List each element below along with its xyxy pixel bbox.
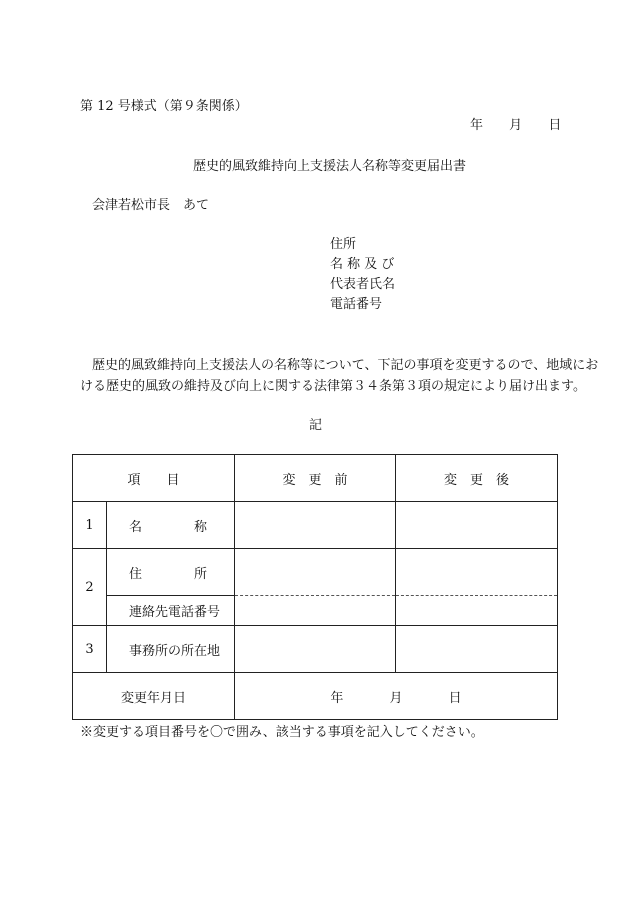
after-cell[interactable] (396, 502, 558, 549)
row-item-label: 事務所の所在地 (129, 643, 221, 659)
row-item (107, 502, 235, 549)
body-text-line2: ける歴史的風致の維持及び向上に関する法律第３４条第３項の規定により届け出ます。 (80, 379, 586, 394)
change-date-month: 月 (389, 690, 403, 706)
row-number: 1 (73, 502, 107, 549)
date-day: 日 (548, 118, 562, 133)
applicant-rep-label: 代表者氏名 (330, 277, 396, 292)
table-row (73, 502, 558, 549)
header-after: 変 更 後 (396, 455, 558, 502)
row-item-label: 連絡先電話番号 (129, 605, 221, 620)
after-cell[interactable] (396, 626, 558, 673)
table-row (73, 596, 558, 626)
before-cell[interactable] (235, 596, 396, 626)
after-cell[interactable] (396, 596, 558, 626)
applicant-address-label: 住所 (330, 237, 357, 252)
addressee: 会津若松市長 あて (92, 198, 210, 213)
table-row (73, 626, 558, 673)
document-title: 歴史的風致維持向上支援法人名称等変更届出書 (193, 159, 467, 174)
date-year: 年 (470, 118, 484, 133)
row-item (107, 626, 235, 673)
row-item-label: 住 所 (129, 566, 208, 582)
before-cell[interactable] (235, 549, 396, 596)
form-number: 第 12 号様式（第９条関係） (80, 99, 248, 114)
header-item: 項 目 (73, 455, 235, 502)
body-text-line1: 歴史的風致維持向上支援法人の名称等について、下記の事項を変更するので、地域にお (92, 358, 599, 373)
row-number: 3 (73, 626, 107, 673)
applicant-phone-label: 電話番号 (330, 297, 383, 312)
date-month: 月 (509, 118, 523, 133)
change-date-label: 変更年月日 (73, 673, 235, 720)
change-date-year: 年 (330, 690, 344, 706)
header-before: 変 更 前 (235, 455, 396, 502)
ki-heading: 記 (309, 418, 323, 433)
change-date-value[interactable] (235, 673, 558, 720)
applicant-name-label: 名 称 及 び (330, 257, 395, 272)
before-cell[interactable] (235, 502, 396, 549)
table-row (73, 549, 558, 596)
row-item-label: 名 称 (129, 519, 208, 535)
after-cell[interactable] (396, 549, 558, 596)
row-item (107, 596, 235, 626)
row-item (107, 549, 235, 596)
change-date-day: 日 (448, 690, 462, 706)
change-table (72, 454, 558, 720)
date-line (470, 119, 561, 132)
row-number: 2 (73, 549, 107, 626)
before-cell[interactable] (235, 626, 396, 673)
footnote: ※変更する項目番号を〇で囲み、該当する事項を記入してください。 (80, 725, 484, 740)
